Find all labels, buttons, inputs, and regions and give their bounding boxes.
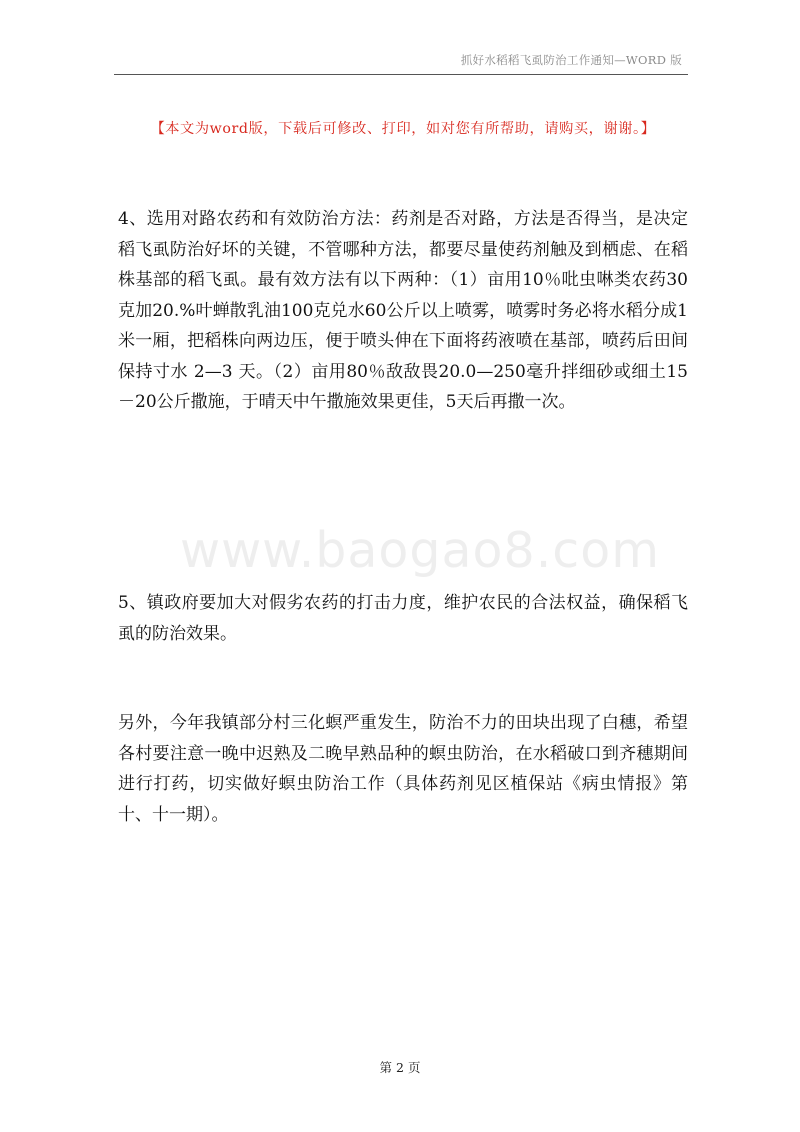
paragraph-additional: 另外，今年我镇部分村三化螟严重发生，防治不力的田块出现了白穗，希望各村要注意一晚中迟熟及二晚早熟品种的螟虫防治，在水稻破口到齐穗期间进行打药，切实做好螟虫防治工作（具体药剂见区植保站《病虫情报》第十、十一期）。 xyxy=(118,713,688,825)
header-divider xyxy=(114,74,688,75)
paragraph-item-4: 4、选用对路农药和有效防治方法：药剂是否对路，方法是否得当，是决定稻飞虱防治好坏的关键，不管哪种方法，都要尽量使药剂触及到栖虑、在稻株基部的稻飞虱。最有效方法有以下两种：（1）亩用10％吡虫啉类农药30克加20.%叶蝉散乳油100克兑水60公斤以上喷雾，喷雾时务必将水稻分成1米一厢，把稻株向两边压，便于喷头伸在下面将药液喷在基部，喷药后田间保持寸水 2—3 天。（2）亩用80％敌敌畏20.0—250毫升拌细砂或细土15－20公斤撒施，于晴天中午撒施效果更佳，5天后再撒一次。 xyxy=(118,209,688,412)
paragraph-item-5: 5、镇政府要加大对假劣农药的打击力度，维护农民的合法权益，确保稻飞虱的防治效果。 xyxy=(118,593,688,644)
download-notice: 【本文为word版，下载后可修改、打印，如对您有所帮助，请购买，谢谢。】 xyxy=(150,121,656,137)
page-header-title: 抓好水稻稻飞虱防治工作通知—WORD 版 xyxy=(460,53,682,67)
page-number: 第 2 页 xyxy=(379,1060,421,1075)
watermark: www.baogao8.com xyxy=(180,522,660,579)
